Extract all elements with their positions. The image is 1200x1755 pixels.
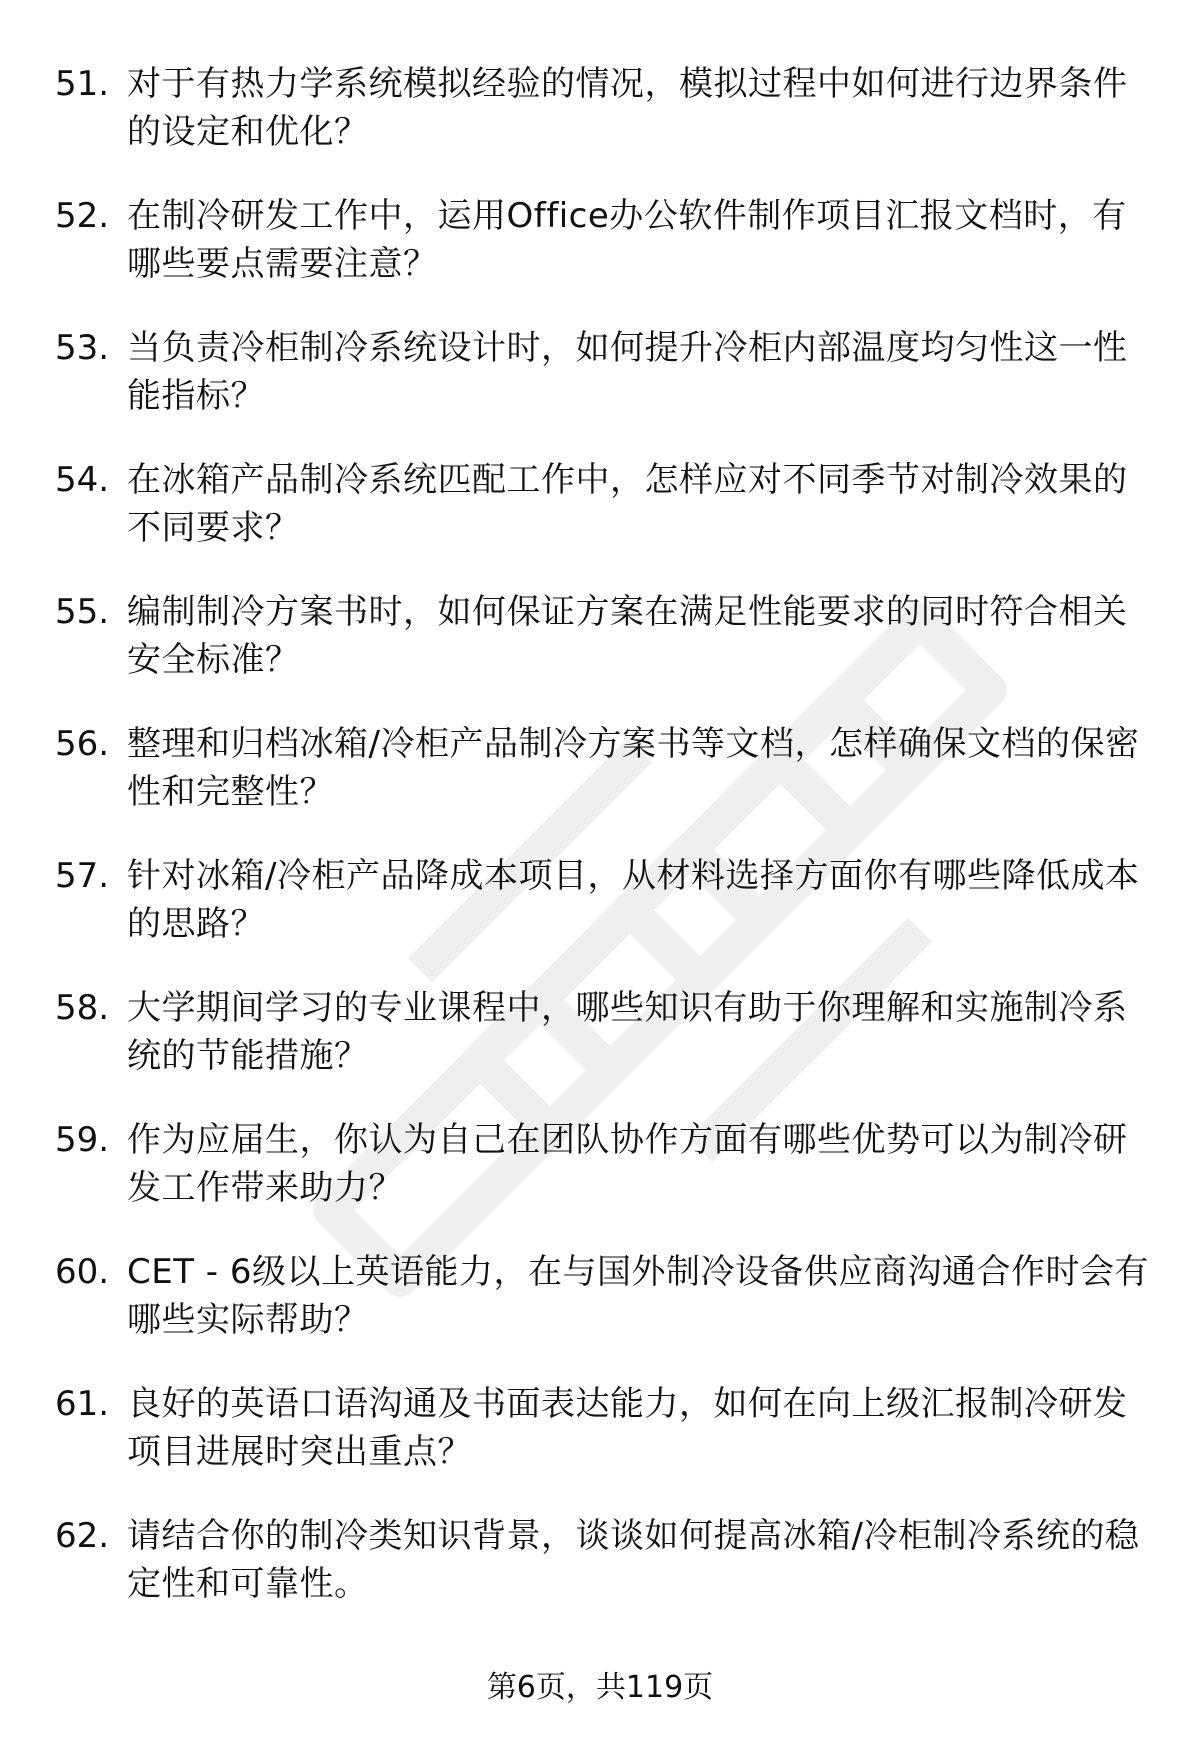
question-number: 51.: [55, 64, 110, 104]
question-item: [55, 852, 1155, 984]
question-number: 56.: [55, 724, 110, 764]
question-text: 对于有热力学系统模拟经验的情况，模拟过程中如何进行边界条件的设定和优化？: [127, 64, 1128, 152]
question-item: [55, 456, 1155, 588]
question-number: 60.: [55, 1252, 110, 1292]
question-item: [55, 1248, 1155, 1380]
question-item: [55, 720, 1155, 852]
question-number: 54.: [55, 460, 110, 500]
question-item: [55, 984, 1155, 1116]
question-item: [55, 1512, 1155, 1644]
question-text: 在制冷研发工作中，运用Office办公软件制作项目汇报文档时，有哪些要点需要注意？: [127, 196, 1127, 284]
question-number: 55.: [55, 592, 110, 632]
question-text: 针对冰箱/冷柜产品降成本项目，从材料选择方面你有哪些降低成本的思路？: [127, 856, 1140, 944]
question-item: [55, 1380, 1155, 1512]
question-item: [55, 588, 1155, 720]
question-item: [55, 1116, 1155, 1248]
page-footer: [0, 1668, 1200, 1708]
question-number: 58.: [55, 988, 110, 1028]
question-item: [55, 192, 1155, 324]
question-number: 59.: [55, 1120, 110, 1160]
question-text: 请结合你的制冷类知识背景，谈谈如何提高冰箱/冷柜制冷系统的稳定性和可靠性。: [127, 1516, 1140, 1604]
question-text: 整理和归档冰箱/冷柜产品制冷方案书等文档，怎样确保文档的保密性和完整性？: [127, 724, 1140, 812]
question-item: [55, 60, 1155, 192]
question-text: 大学期间学习的专业课程中，哪些知识有助于你理解和实施制冷系统的节能措施？: [127, 988, 1128, 1076]
question-text: 良好的英语口语沟通及书面表达能力，如何在向上级汇报制冷研发项目进展时突出重点？: [127, 1384, 1128, 1472]
page-number-label: 第6页，共119页: [486, 1670, 714, 1705]
question-text: 编制制冷方案书时，如何保证方案在满足性能要求的同时符合相关安全标准？: [127, 592, 1128, 680]
question-number: 57.: [55, 856, 110, 896]
question-number: 62.: [55, 1516, 110, 1556]
question-text: 作为应届生，你认为自己在团队协作方面有哪些优势可以为制冷研发工作带来助力？: [127, 1120, 1128, 1208]
question-number: 52.: [55, 196, 110, 236]
question-item: [55, 324, 1155, 456]
question-text: 当负责冷柜制冷系统设计时，如何提升冷柜内部温度均匀性这一性能指标？: [127, 328, 1128, 416]
question-number: 53.: [55, 328, 110, 368]
question-list: [55, 60, 1155, 1644]
question-text: CET - 6级以上英语能力，在与国外制冷设备供应商沟通合作时会有哪些实际帮助？: [127, 1252, 1150, 1340]
question-text: 在冰箱产品制冷系统匹配工作中，怎样应对不同季节对制冷效果的不同要求？: [127, 460, 1128, 548]
question-number: 61.: [55, 1384, 110, 1424]
